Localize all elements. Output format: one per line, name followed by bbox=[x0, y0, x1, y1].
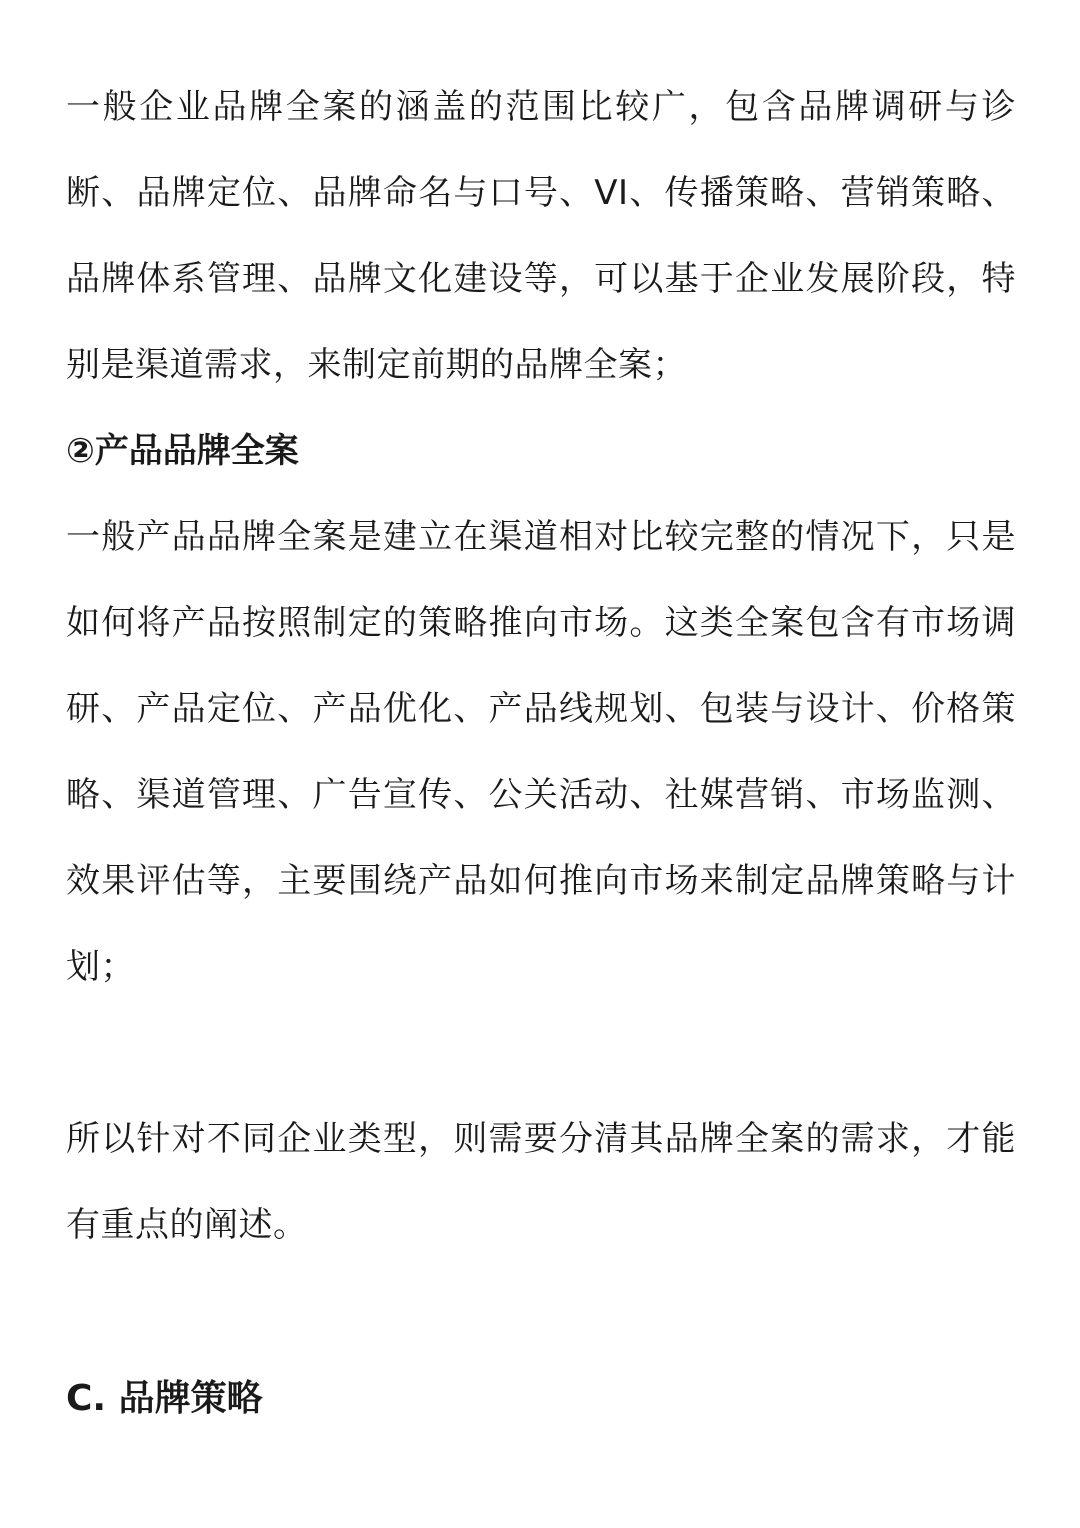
spacer bbox=[66, 1010, 1016, 1096]
paragraph-conclusion: 所以针对不同企业类型，则需要分清其品牌全案的需求，才能有重点的阐述。 bbox=[66, 1119, 1016, 1245]
section-heading-brand-strategy: C. 品牌策略 bbox=[66, 1378, 263, 1419]
paragraph-product-brand: 一般产品品牌全案是建立在渠道相对比较完整的情况下，只是如何将产品按照制定的策略推向市场。这类全案包含有市场调研、产品定位、产品优化、产品线规划、包装与设计、价格策略、渠道管理、广告宣传、公关活动、社媒营销、市场监测、效果评估等，主要围绕产品如何推向市场来制定品牌策略与计划； bbox=[66, 517, 1016, 987]
paragraph-enterprise-brand: 一般企业品牌全案的涵盖的范围比较广，包含品牌调研与诊断、品牌定位、品牌命名与口号、VI、传播策略、营销策略、品牌体系管理、品牌文化建设等，可以基于企业发展阶段，特别是渠道需求，来制定前期的品牌全案； bbox=[66, 87, 1016, 385]
section-heading-product-brand: ②产品品牌全案 bbox=[66, 431, 299, 471]
article-body bbox=[66, 64, 1016, 1442]
spacer bbox=[66, 1268, 1016, 1356]
